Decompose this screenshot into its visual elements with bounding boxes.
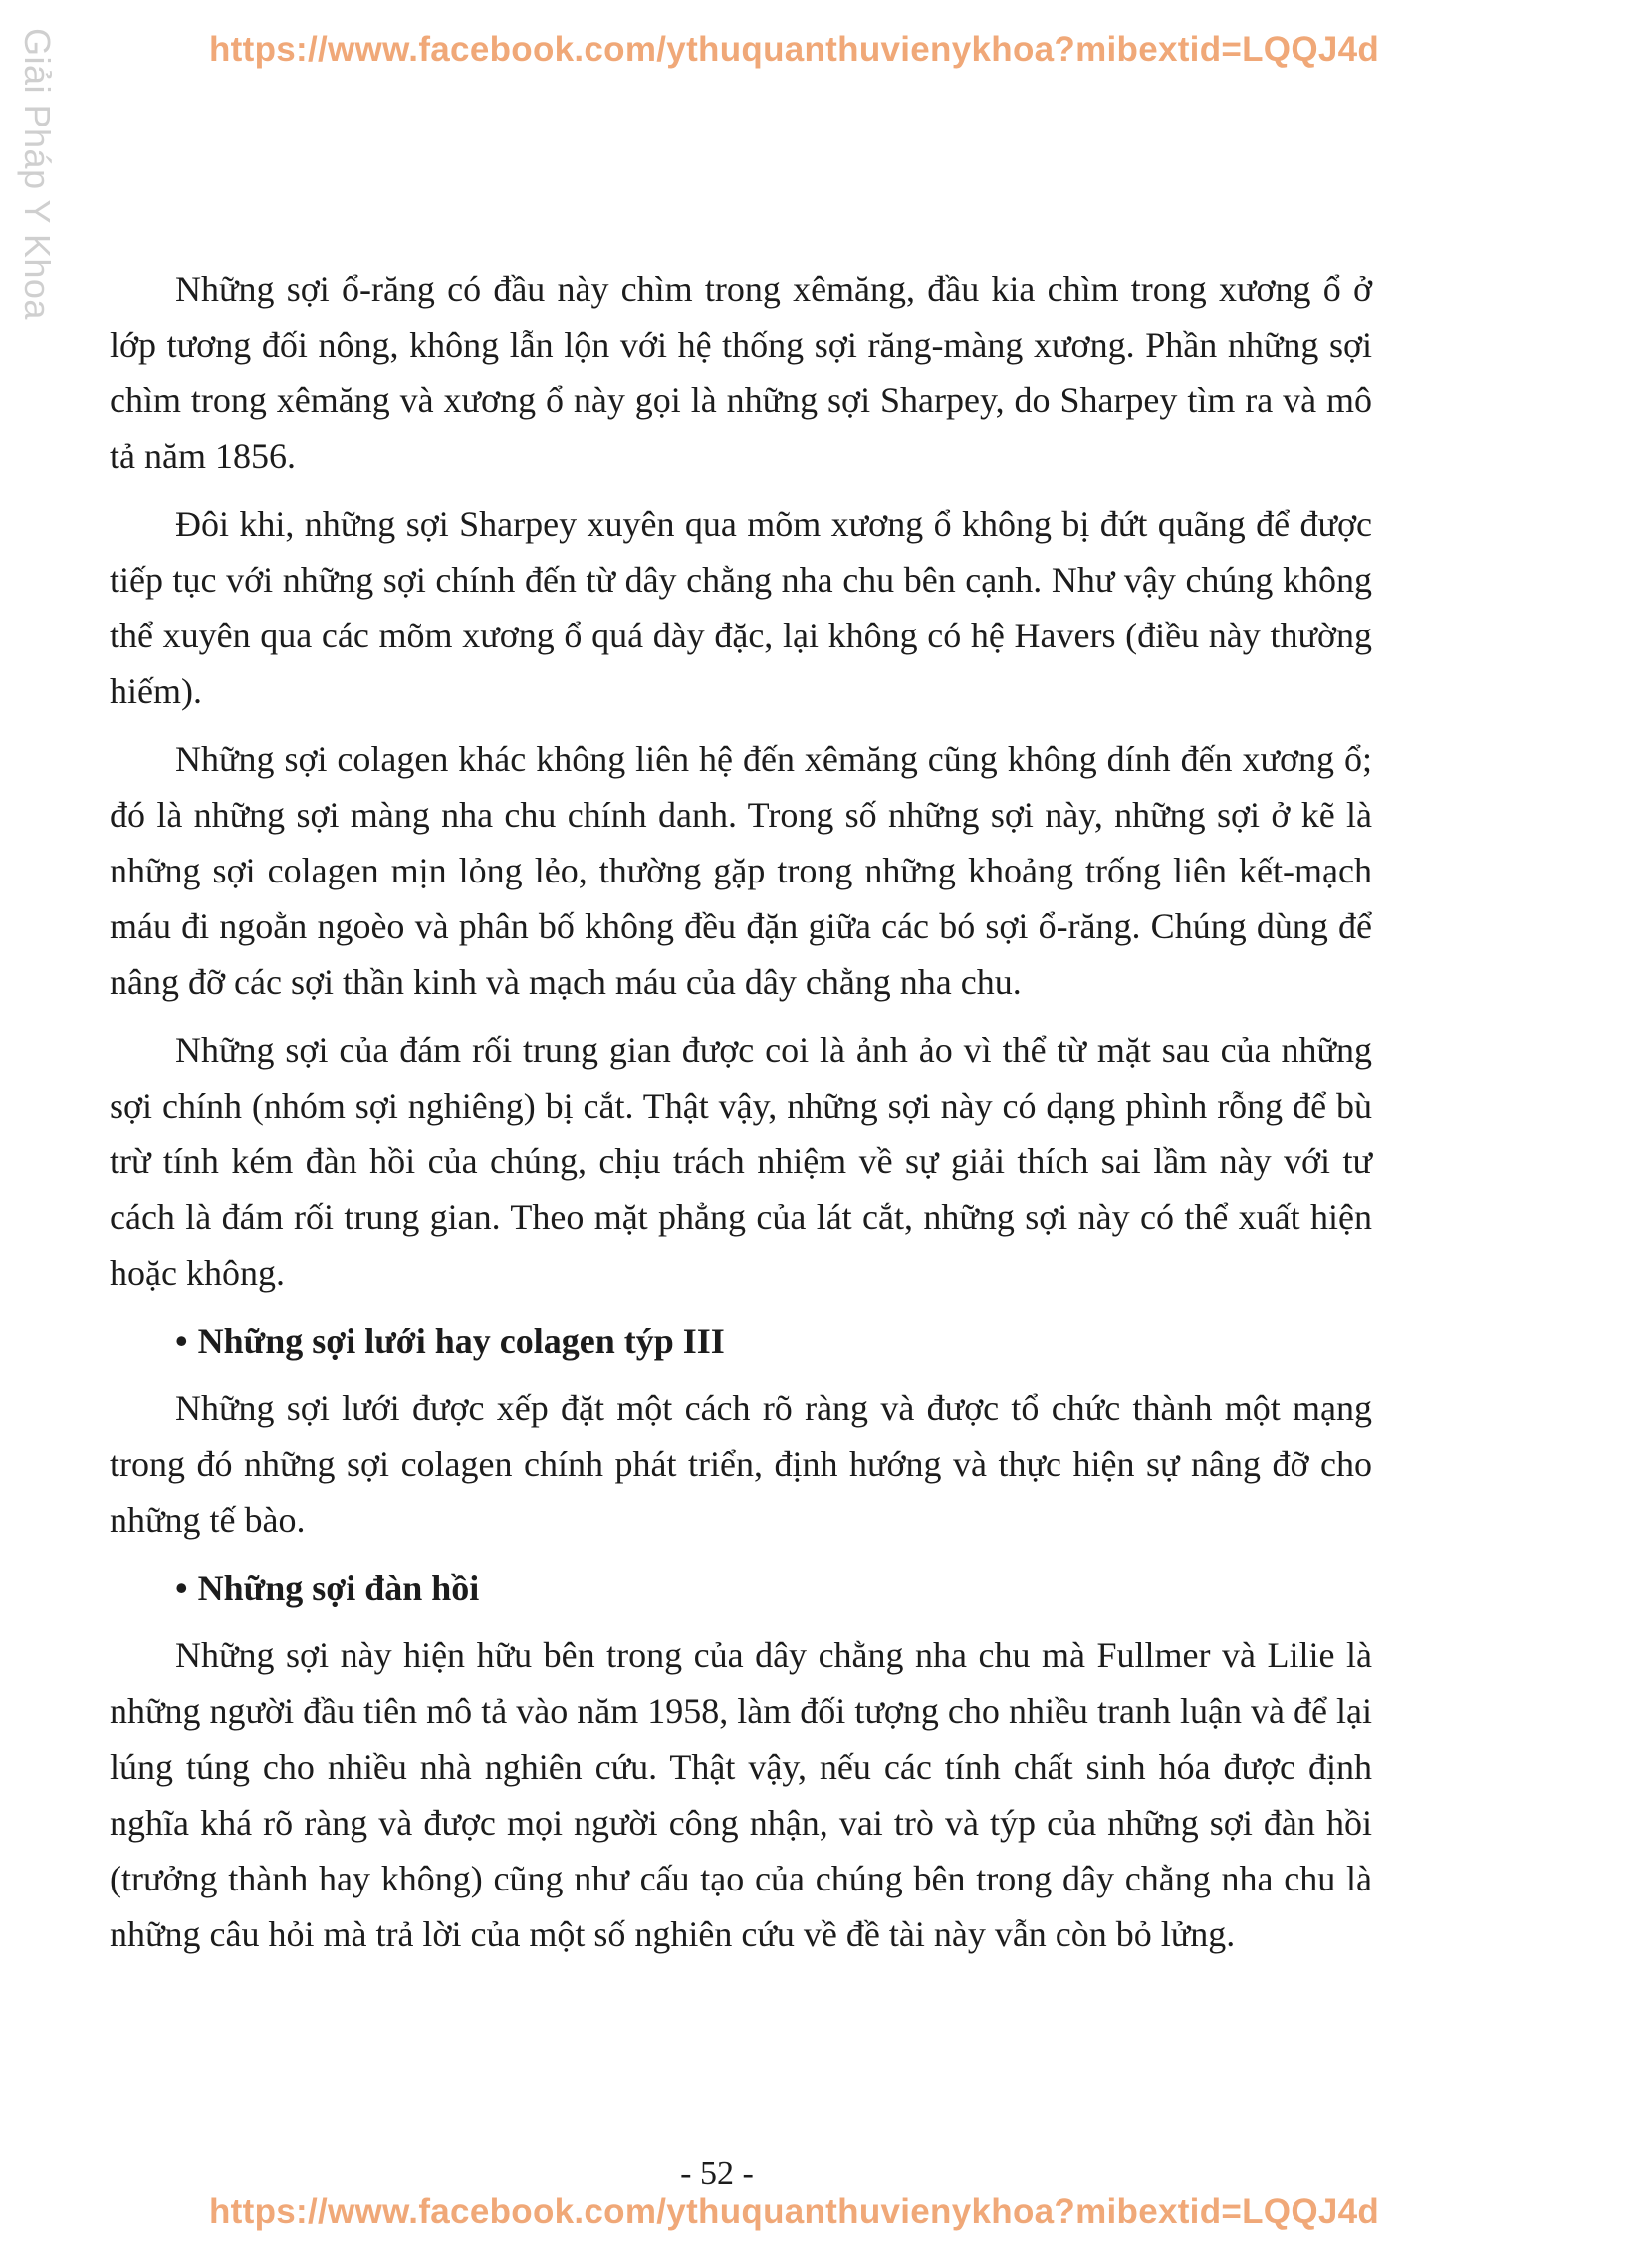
paragraph-sharpey-fibers: Những sợi ổ-răng có đầu này chìm trong xêmăng, đầu kia chìm trong xương ổ ở lớp tương đối nông, không lẫn lộn với hệ thống sợi răng-màng xương. Phần những sợi chìm trong xêmăng và xương ổ này gọi là những sợi Sharpey, do Sharpey tìm ra và mô tả năm 1856. [110,269,1372,476]
paragraph-reticular-fibers: Những sợi lưới được xếp đặt một cách rõ ràng và được tổ chức thành một mạng trong đó những sợi colagen chính phát triển, định hướng và thực hiện sự nâng đỡ cho những tế bào. [110,1388,1372,1540]
page-body [110,261,1372,1974]
watermark-url-top[interactable]: https://www.facebook.com/ythuquanthuvienykhoa?mibextid=LQQJ4d [209,30,1380,69]
bullet-icon: • [175,1321,188,1361]
paragraph-elastic-fibers: Những sợi này hiện hữu bên trong của dây chằng nha chu mà Fullmer và Lilie là những người đầu tiên mô tả vào năm 1958, làm đối tượng cho nhiều tranh luận và để lại lúng túng cho nhiều nhà nghiên cứu. Thật vậy, nếu các tính chất sinh hóa được định nghĩa khá rõ ràng và được mọi người công nhận, vai trò và týp của những sợi đàn hồi (trưởng thành hay không) cũng như cấu tạo của chúng bên trong dây chằng nha chu là những câu hỏi mà trả lời của một số nghiên cứu về đề tài này vẫn còn bỏ lửng. [110,1636,1372,1954]
paragraph-intermediate-plexus: Những sợi của đám rối trung gian được coi là ảnh ảo vì thể từ mặt sau của những sợi chính (nhóm sợi nghiêng) bị cắt. Thật vậy, những sợi này có dạng phình rỗng để bù trừ tính kém đàn hồi của chúng, chịu trách nhiệm về sự giải thích sai lầm này với tư cách là đám rối trung gian. Theo mặt phẳng của lát cắt, những sợi này có thể xuất hiện hoặc không. [110,1030,1372,1293]
heading-text: Những sợi đàn hồi [197,1568,480,1608]
watermark-url-bottom[interactable]: https://www.facebook.com/ythuquanthuvienykhoa?mibextid=LQQJ4d [209,2192,1380,2231]
paragraph-sharpey-crossing: Đôi khi, những sợi Sharpey xuyên qua mõm xương ổ không bị đứt quãng để được tiếp tục với những sợi chính đến từ dây chằng nha chu bên cạnh. Như vậy chúng không thể xuyên qua các mõm xương ổ quá dày đặc, lại không có hệ Havers (điều này thường hiếm). [110,504,1372,711]
side-watermark: Giải Pháp Y Khoa [17,28,58,320]
heading-elastic-fibers [110,1560,1372,1616]
bullet-icon: • [175,1568,188,1608]
heading-text: Những sợi lưới hay colagen týp III [197,1321,725,1361]
heading-reticular-fibers [110,1313,1372,1369]
page-number: - 52 - [680,2155,754,2192]
paragraph-other-collagen: Những sợi colagen khác không liên hệ đến xêmăng cũng không dính đến xương ổ; đó là những sợi màng nha chu chính danh. Trong số những sợi này, những sợi ở kẽ là những sợi colagen mịn lỏng lẻo, thường gặp trong những khoảng trống liên kết-mạch máu đi ngoằn ngoèo và phân bố không đều đặn giữa các bó sợi ổ-răng. Chúng dùng để nâng đỡ các sợi thần kinh và mạch máu của dây chằng nha chu. [110,739,1372,1002]
